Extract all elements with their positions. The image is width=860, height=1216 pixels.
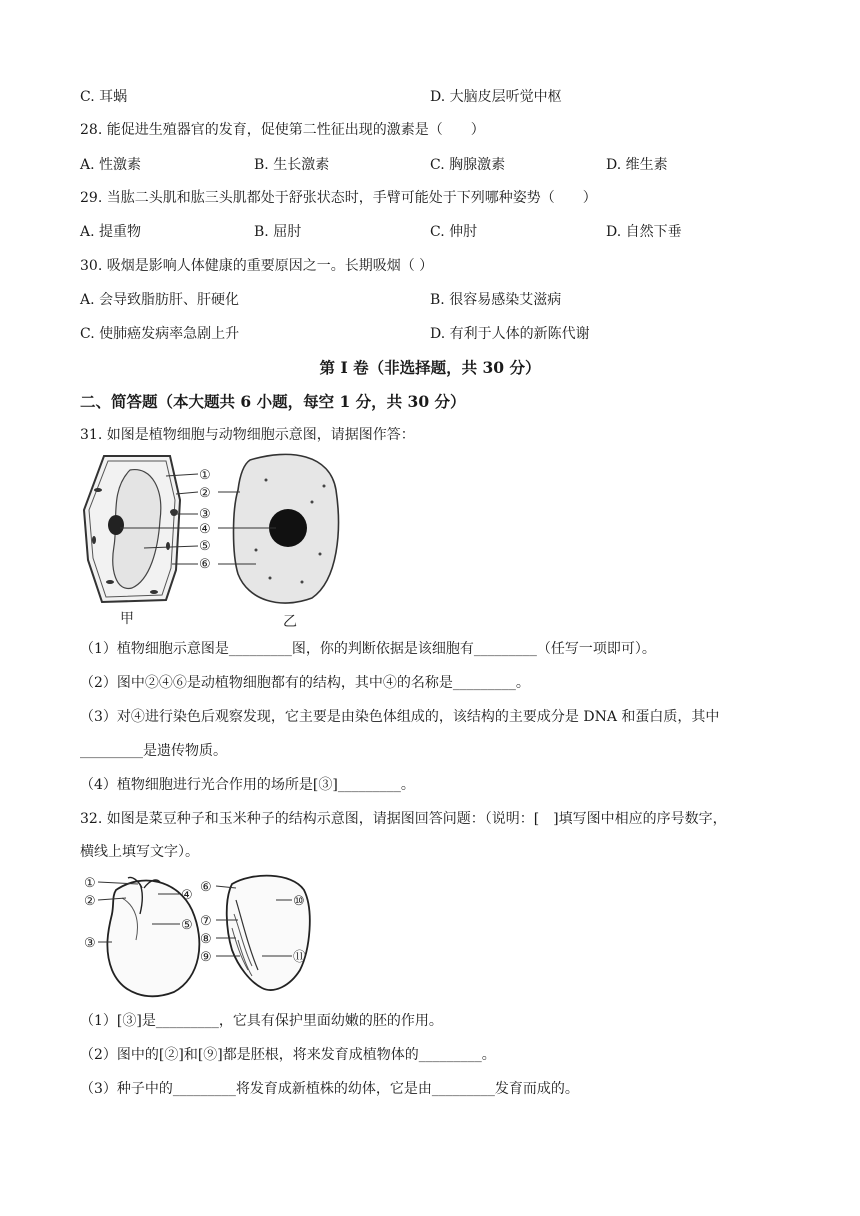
q32-sub2: （2）图中的[②]和[⑨]都是胚根，将来发育成植物体的_________。 — [80, 1047, 496, 1063]
fig31-label-2: ② — [199, 486, 211, 501]
q30-option-c: C. 使肺癌发病率急剧上升 — [80, 326, 240, 342]
q28-option-d: D. 维生素 — [606, 157, 668, 173]
q30-option-b: B. 很容易感染艾滋病 — [430, 292, 562, 308]
section-title: 二、简答题（本大题共 6 小题，每空 1 分，共 30 分） — [80, 392, 466, 411]
q28-option-a: A. 性激素 — [80, 157, 142, 173]
q31-sub1: （1）植物细胞示意图是_________图，你的判断依据是该细胞有_________（任写一项即可）。 — [80, 641, 656, 657]
fig31-caption-jia: 甲 — [120, 611, 134, 627]
q30-option-a: A. 会导致脂肪肝、肝硬化 — [80, 292, 240, 308]
q30-stem: 30. 吸烟是影响人体健康的重要原因之一。长期吸烟（ ） — [80, 258, 434, 274]
q31-sub2: （2）图中②④⑥是动植物细胞都有的结构，其中④的名称是_________。 — [80, 675, 530, 691]
q32-stem-line1: 32. 如图是菜豆种子和玉米种子的结构示意图，请据图回答问题：（说明：[ ]填写图中相应的序号数字， — [80, 811, 727, 827]
q32-sub1: （1）[③]是_________，它具有保护里面幼嫩的胚的作用。 — [80, 1013, 443, 1029]
fig32-label-8: ⑧ — [200, 932, 212, 947]
q27-option-c: C. 耳蜗 — [80, 89, 128, 105]
q32-sub3: （3）种子中的_________将发育成新植株的幼体，它是由_________发育而成的。 — [80, 1081, 579, 1097]
fig32-label-4: ④ — [181, 888, 193, 903]
q31-sub3-line1: （3）对④进行染色后观察发现，它主要是由染色体组成的，该结构的主要成分是 DNA 和蛋白质，其中 — [80, 709, 720, 725]
q29-option-c: C. 伸肘 — [430, 224, 478, 240]
corn-seed — [227, 876, 310, 990]
fig32-label-2: ② — [84, 894, 96, 909]
fig31-label-4: ④ — [199, 522, 211, 537]
q29-option-d: D. 自然下垂 — [606, 224, 682, 240]
fig32-label-10: ⑩ — [293, 894, 305, 909]
q27-option-d: D. 大脑皮层听觉中枢 — [430, 89, 562, 105]
fig31-label-6: ⑥ — [199, 557, 211, 572]
fig32-label-11: ⑪ — [293, 950, 307, 965]
q31-stem: 31. 如图是植物细胞与动物细胞示意图，请据图作答： — [80, 427, 415, 443]
seed-diagram — [82, 870, 322, 1000]
fig32-label-6: ⑥ — [200, 880, 212, 895]
part-title: 第 I 卷（非选择题，共 30 分） — [319, 358, 541, 377]
q31-sub4: （4）植物细胞进行光合作用的场所是[③]_________。 — [80, 777, 415, 793]
cell-diagram — [80, 450, 370, 630]
fig32-label-7: ⑦ — [200, 914, 212, 929]
fig31-caption-yi: 乙 — [283, 614, 297, 630]
q28-option-c: C. 胸腺激素 — [430, 157, 506, 173]
q32-stem-line2: 横线上填写文字）。 — [80, 844, 199, 860]
q29-stem: 29. 当肱二头肌和肱三头肌都处于舒张状态时，手臂可能处于下列哪种姿势（ ） — [80, 190, 597, 206]
fig31-label-3: ③ — [199, 507, 211, 522]
q29-option-a: A. 提重物 — [80, 224, 142, 240]
q28-stem: 28. 能促进生殖器官的发育，促使第二性征出现的激素是（ ） — [80, 122, 485, 138]
q28-option-b: B. 生长激素 — [254, 157, 330, 173]
fig31-label-5: ⑤ — [199, 539, 211, 554]
plant-cell — [84, 456, 180, 602]
fig32-label-5: ⑤ — [181, 918, 193, 933]
q30-option-d: D. 有利于人体的新陈代谢 — [430, 326, 590, 342]
fig32-label-1: ① — [84, 876, 96, 891]
q29-option-b: B. 屈肘 — [254, 224, 302, 240]
animal-cell — [234, 454, 339, 603]
fig31-label-1: ① — [199, 468, 211, 483]
fig32-label-3: ③ — [84, 936, 96, 951]
fig32-label-9: ⑨ — [200, 950, 212, 965]
q31-sub3-line2: _________是遗传物质。 — [80, 743, 227, 759]
